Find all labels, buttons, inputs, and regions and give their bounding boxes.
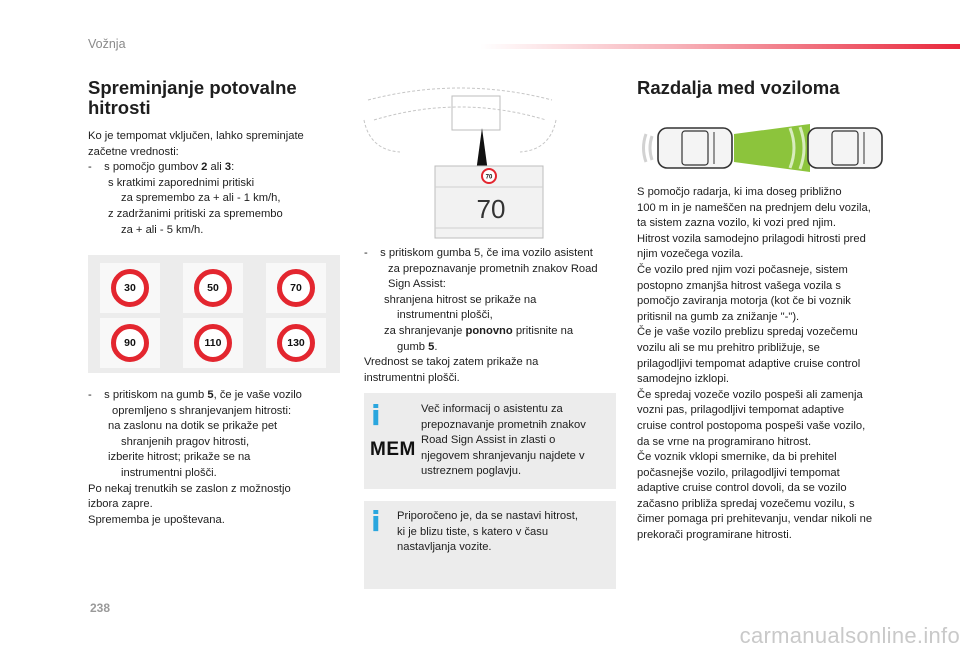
text-line: Če spredaj vozeče vozilo pospeši ali zamenja [637, 388, 863, 401]
text-line: pritisnil na gumb za znižanje "-"). [637, 310, 800, 323]
speed-limit-sign-icon: 90 [111, 324, 149, 362]
page-number: 238 [90, 601, 111, 615]
text-span: - s pomočjo gumbov [88, 161, 202, 174]
text-line: za spremembo za + ali - 1 km/h, [121, 192, 281, 205]
text-line [88, 176, 304, 192]
button-number: 5 [207, 389, 214, 401]
text-line [88, 207, 304, 223]
text-line: izbora zapre. [88, 498, 153, 511]
speed-limit-sign-icon: 130 [277, 324, 315, 362]
text-line: instrumentni plošči. [364, 371, 460, 384]
speed-sign-tile [183, 263, 243, 313]
watermark-text: carmanualsonline.info [739, 623, 960, 648]
text-line [88, 419, 302, 435]
text-line: nastavljanja vozite. [397, 541, 492, 554]
text-line: 100 m in je nameščen na prednjem delu vozila, [637, 201, 871, 214]
text-line: postopno zmanjša hitrost vašega vozila s [637, 279, 841, 292]
text-line: opremljeno s shranjevanjem hitrosti: [112, 404, 292, 417]
text-line: za prepoznavanje prometnih znakov Road [388, 262, 598, 275]
speed-limit-sign-icon: 70 [277, 269, 315, 307]
text-line: Če vozilo pred njim vozi počasneje, sistem [637, 263, 848, 276]
text-span: na zaslonu na dotik se prikaže pet [108, 420, 278, 433]
text-span: - s pritiskom na gumb [88, 389, 208, 401]
text-line: Road Sign Assist in zlasti o [421, 434, 556, 447]
text-line: cruise control postopoma pospeši vaše vozilo, [637, 419, 866, 432]
section-label: Vožnja [88, 37, 126, 51]
text-line [88, 160, 304, 176]
text-line: Priporočeno je, da se nastavi hitrost, [397, 510, 578, 522]
info-icon: i [371, 399, 381, 432]
text-line: Ko je tempomat vključen, lahko spreminjate [88, 130, 304, 142]
speed-sign-tile [266, 263, 326, 313]
button-number: 5 [428, 340, 435, 353]
display-speed-value: 70 [476, 194, 506, 224]
text-line: ta sistem zazna vozilo, ki vozi pred njim. [637, 217, 836, 230]
text-line [364, 293, 598, 309]
text-line: prekorači programirane hitrosti. [637, 529, 792, 542]
text-line: adaptive cruise control dovoli, da se vozilo [637, 482, 847, 495]
text-line: ustreznem poglavju. [421, 465, 522, 478]
info-box-memory [364, 393, 616, 489]
bold-text: ponovno [465, 324, 513, 337]
text-span: s kratkimi zaporednimi pritiski [108, 176, 255, 189]
text-line: začasno približa spredaj vozečemu vozilu, s [637, 497, 855, 510]
vehicle-distance-illustration [640, 120, 890, 176]
speed-sign-tile [183, 318, 243, 368]
text-line: vozilu ali se mu prehitro približuje, se [637, 341, 820, 354]
instrument-panel-illustration [360, 80, 560, 245]
display-sign-text: 70 [485, 174, 493, 181]
text-line: čimer pomaga pri prehitevanju, vendar nikoli ne [637, 513, 873, 526]
left-section-title [88, 78, 297, 118]
text-line: Sprememba je upoštevana. [88, 513, 225, 526]
text-line: vozni pas, prilagodljivi tempomat adaptive [637, 404, 845, 417]
left-intro-text [88, 129, 304, 238]
title-line: hitrosti [88, 97, 151, 118]
text-span: pritisnite na [512, 324, 574, 337]
text-line: - s pritiskom gumba 5, če ima vozilo asistent [364, 247, 593, 259]
text-span: za shranjevanje [384, 324, 466, 337]
speed-sign-tile [100, 263, 160, 313]
info-text [421, 402, 586, 480]
info-text [397, 509, 578, 556]
text-line [88, 450, 302, 466]
text-span: izberite hitrost; prikaže se na [108, 451, 251, 464]
text-line: pomočjo zaviranja motorja (kot če bi voznik [637, 295, 851, 308]
text-line: Po nekaj trenutkih se zaslon z možnostjo [88, 482, 291, 495]
text-line: S pomočjo radarja, ki ima doseg približno [637, 186, 842, 198]
text-span: ali [207, 161, 225, 174]
text-line: prilagodljivi tempomat adaptive cruise control [637, 357, 861, 370]
text-span: , če je vaše vozilo [213, 389, 302, 401]
text-line: Vrednost se takoj zatem prikaže na [364, 356, 539, 369]
text-line: samodejno izklopi. [637, 373, 730, 386]
text-line: instrumentni plošči. [121, 466, 217, 479]
text-line [88, 388, 302, 404]
text-line: za + ali - 5 km/h. [121, 223, 204, 236]
text-line: shranjenih pragov hitrosti, [121, 435, 250, 448]
speed-sign-tile [266, 318, 326, 368]
middle-rsa-text [364, 246, 598, 386]
text-span: : [231, 161, 235, 174]
speed-limit-sign-icon: 30 [111, 269, 149, 307]
button-number: 2 [201, 161, 208, 174]
text-line: počasnejše vozilo, prilagodljivi tempomat [637, 466, 840, 479]
speed-signs-panel [88, 255, 340, 373]
text-line: njim vozečega vozila. [637, 248, 744, 261]
info-box-recommendation [364, 501, 616, 589]
text-span: z zadržanimi pritiski za spremembo [108, 207, 283, 220]
text-line: njegovem shranjevanju najdete v [421, 449, 585, 462]
text-span: . [434, 340, 438, 353]
text-line: instrumentni plošči, [397, 309, 493, 322]
header-accent-bar [480, 44, 960, 49]
mem-icon: MEM [370, 439, 416, 460]
right-section-title: Razdalja med voziloma [637, 77, 840, 98]
button-number: 3 [224, 161, 232, 174]
speed-sign-tile [100, 318, 160, 368]
text-line: da se vrne na programirano hitrost. [637, 435, 812, 448]
left-memory-text [88, 388, 302, 528]
text-line [364, 340, 598, 356]
text-line [364, 324, 598, 340]
text-line: ki je blizu tiste, s katero v času [397, 525, 549, 538]
text-span: shranjena hitrost se prikaže na [384, 293, 537, 306]
text-line: Če voznik vklopi smernike, da bi prehitel [637, 451, 837, 464]
text-line: začetne vrednosti: [88, 145, 179, 158]
text-line: prepoznavanje prometnih znakov [421, 418, 586, 431]
speed-limit-sign-icon: 110 [194, 324, 232, 362]
text-line: Če je vaše vozilo preblizu spredaj vozečemu [637, 326, 858, 339]
info-icon: i [371, 505, 381, 538]
text-span: gumb [397, 340, 429, 353]
speed-limit-sign-icon: 50 [194, 269, 232, 307]
text-line: Več informacij o asistentu za [421, 403, 563, 415]
right-body-text [637, 185, 872, 544]
title-line: Spreminjanje potovalne [88, 77, 297, 98]
text-line: Hitrost vozila samodejno prilagodi hitrosti pred [637, 232, 866, 245]
text-line: Sign Assist: [388, 278, 446, 291]
